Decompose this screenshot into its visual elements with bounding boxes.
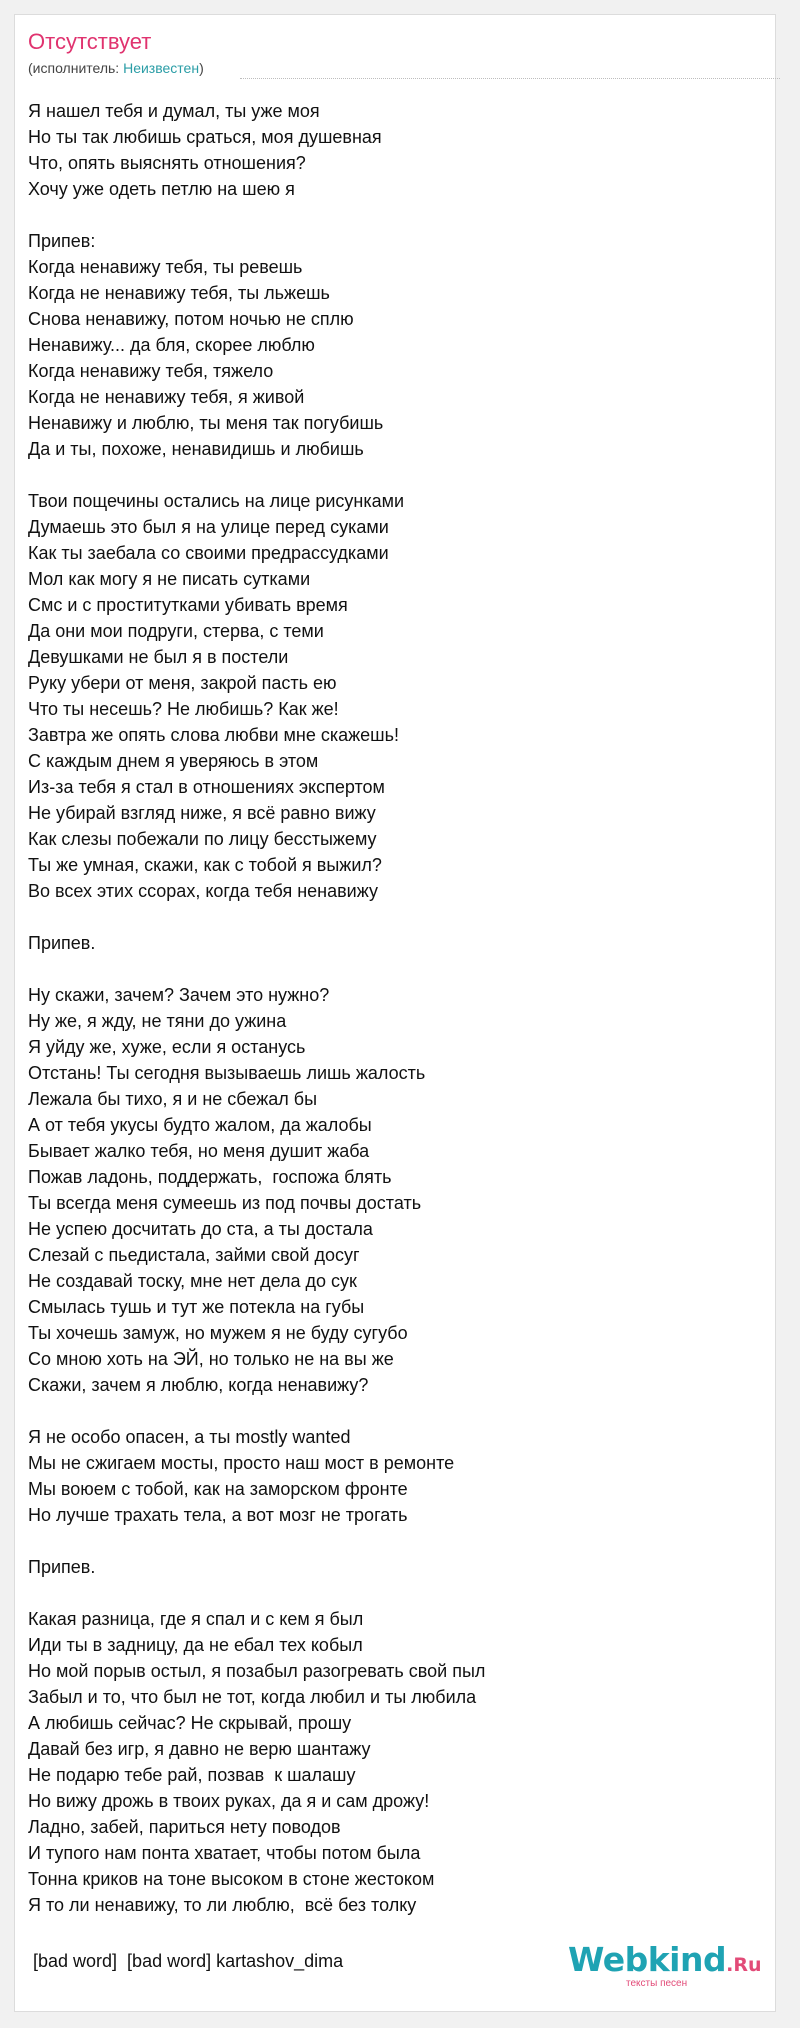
lyric-blank-line xyxy=(28,904,748,930)
lyric-line: Когда ненавижу тебя, ты ревешь xyxy=(28,257,303,277)
lyric-line: Не убирай взгляд ниже, я всё равно вижу xyxy=(28,803,376,823)
lyric-line: Что, опять выяснять отношения? xyxy=(28,153,306,173)
lyric-line: Не создавай тоску, мне нет дела до сук xyxy=(28,1271,357,1291)
lyric-line: Припев. xyxy=(28,1557,96,1577)
lyric-line: Слезай с пьедистала, займи свой досуг xyxy=(28,1245,360,1265)
lyrics-block xyxy=(28,98,748,1918)
lyrics-signature: [bad word] [bad word] kartashov_dima xyxy=(33,1951,344,1971)
lyric-line: Но мой порыв остыл, я позабыл разогревать свой пыл xyxy=(28,1661,486,1681)
lyric-line: Ладно, забей, париться нету поводов xyxy=(28,1817,341,1837)
lyric-line: Что ты несешь? Не любишь? Как же! xyxy=(28,699,339,719)
artist-line xyxy=(28,59,204,77)
lyric-line: Скажи, зачем я люблю, когда ненавижу? xyxy=(28,1375,369,1395)
lyric-blank-line xyxy=(28,462,748,488)
lyric-line: Бывает жалко тебя, но меня душит жаба xyxy=(28,1141,370,1161)
lyric-line: Пожав ладонь, поддержать, госпожа блять xyxy=(28,1167,392,1187)
lyric-line: Из-за тебя я стал в отношениях экспертом xyxy=(28,777,385,797)
lyric-line: Смылась тушь и тут же потекла на губы xyxy=(28,1297,365,1317)
lyric-line: Руку убери от меня, закрой пасть ею xyxy=(28,673,337,693)
lyric-line: Я не особо опасен, а ты mostly wanted xyxy=(28,1427,351,1447)
lyric-line: Когда не ненавижу тебя, ты льжешь xyxy=(28,283,330,303)
lyric-line: Иди ты в задницу, да не ебал тех кобыл xyxy=(28,1635,363,1655)
lyric-line: Забыл и то, что был не тот, когда любил и ты любила xyxy=(28,1687,477,1707)
lyric-line: Завтра же опять слова любви мне скажешь! xyxy=(28,725,399,745)
logo-tld: .Ru xyxy=(726,1954,762,1976)
lyric-line: Смс и с проститутками убивать время xyxy=(28,595,348,615)
lyric-line: Лежала бы тихо, я и не сбежал бы xyxy=(28,1089,318,1109)
lyric-line: Но вижу дрожь в твоих руках, да я и сам дрожу! xyxy=(28,1791,430,1811)
lyric-line: Я уйду же, хуже, если я останусь xyxy=(28,1037,306,1057)
lyric-line: Думаешь это был я на улице перед суками xyxy=(28,517,389,537)
lyric-line: Не успею досчитать до ста, а ты достала xyxy=(28,1219,373,1239)
artist-prefix: (исполнитель: xyxy=(28,60,124,76)
lyric-line: Ненавижу... да бля, скорее люблю xyxy=(28,335,315,355)
lyric-line: Мы воюем с тобой, как на заморском фронте xyxy=(28,1479,408,1499)
lyric-line: Ненавижу и люблю, ты меня так погубишь xyxy=(28,413,384,433)
logo-wordmark xyxy=(568,1942,761,1983)
lyric-line: Не подарю тебе рай, позвав к шалашу xyxy=(28,1765,356,1785)
lyric-line: Но ты так любишь сраться, моя душевная xyxy=(28,127,382,147)
lyric-line: Давай без игр, я давно не верю шантажу xyxy=(28,1739,371,1759)
lyric-line: Да и ты, похоже, ненавидишь и любишь xyxy=(28,439,364,459)
lyric-line: Да они мои подруги, стерва, с теми xyxy=(28,621,324,641)
lyric-line: Ты же умная, скажи, как с тобой я выжил? xyxy=(28,855,382,875)
logo-tagline: тексты песен xyxy=(626,1978,688,1989)
lyric-blank-line xyxy=(28,1528,748,1554)
lyric-line: Ты хочешь замуж, но мужем я не буду сугубо xyxy=(28,1323,408,1343)
song-title: Отсутствует xyxy=(28,29,152,54)
lyric-blank-line xyxy=(28,1398,748,1424)
lyric-line: Какая разница, где я спал и с кем я был xyxy=(28,1609,364,1629)
lyric-line: А любишь сейчас? Не скрывай, прошу xyxy=(28,1713,352,1733)
lyric-line: Отстань! Ты сегодня вызываешь лишь жалость xyxy=(28,1063,426,1083)
artist-link[interactable]: Неизвестен xyxy=(123,60,200,76)
artist-suffix: ) xyxy=(199,60,204,76)
lyric-line: Мол как могу я не писать сутками xyxy=(28,569,311,589)
lyric-line: Хочу уже одеть петлю на шею я xyxy=(28,179,295,199)
lyric-line: Как ты заебала со своими предрассудками xyxy=(28,543,389,563)
lyric-line: Снова ненавижу, потом ночью не сплю xyxy=(28,309,354,329)
lyric-line: Тонна криков на тоне высоком в стоне жестоком xyxy=(28,1869,435,1889)
header-divider xyxy=(240,78,780,79)
lyric-line: Во всех этих ссорах, когда тебя ненавижу xyxy=(28,881,378,901)
lyric-line: Но лучше трахать тела, а вот мозг не трогать xyxy=(28,1505,408,1525)
lyric-line: Со мною хоть на ЭЙ, но только не на вы же xyxy=(28,1349,394,1369)
lyric-line: Как слезы побежали по лицу бесстыжему xyxy=(28,829,377,849)
lyric-line: С каждым днем я уверяюсь в этом xyxy=(28,751,319,771)
lyric-line: Припев. xyxy=(28,933,96,953)
lyric-line: Я нашел тебя и думал, ты уже моя xyxy=(28,101,320,121)
lyric-line: Припев: xyxy=(28,231,96,251)
lyric-line: Мы не сжигаем мосты, просто наш мост в ремонте xyxy=(28,1453,455,1473)
lyric-line: Когда ненавижу тебя, тяжело xyxy=(28,361,274,381)
lyric-line: Ты всегда меня сумеешь из под почвы достать xyxy=(28,1193,422,1213)
lyric-line: Девушками не был я в постели xyxy=(28,647,289,667)
lyric-line: Твои пощечины остались на лице рисунками xyxy=(28,491,405,511)
lyric-blank-line xyxy=(28,202,748,228)
logo-brand: Webkind xyxy=(568,1940,727,1979)
lyric-blank-line xyxy=(28,1580,748,1606)
lyric-blank-line xyxy=(28,956,748,982)
site-logo[interactable] xyxy=(568,1942,778,1990)
lyric-line: А от тебя укусы будто жалом, да жалобы xyxy=(28,1115,372,1135)
lyric-line: Ну скажи, зачем? Зачем это нужно? xyxy=(28,985,330,1005)
lyric-line: Когда не ненавижу тебя, я живой xyxy=(28,387,305,407)
lyric-line: Я то ли ненавижу, то ли люблю, всё без толку xyxy=(28,1895,417,1915)
lyric-line: И тупого нам понта хватает, чтобы потом была xyxy=(28,1843,421,1863)
lyric-line: Ну же, я жду, не тяни до ужина xyxy=(28,1011,287,1031)
